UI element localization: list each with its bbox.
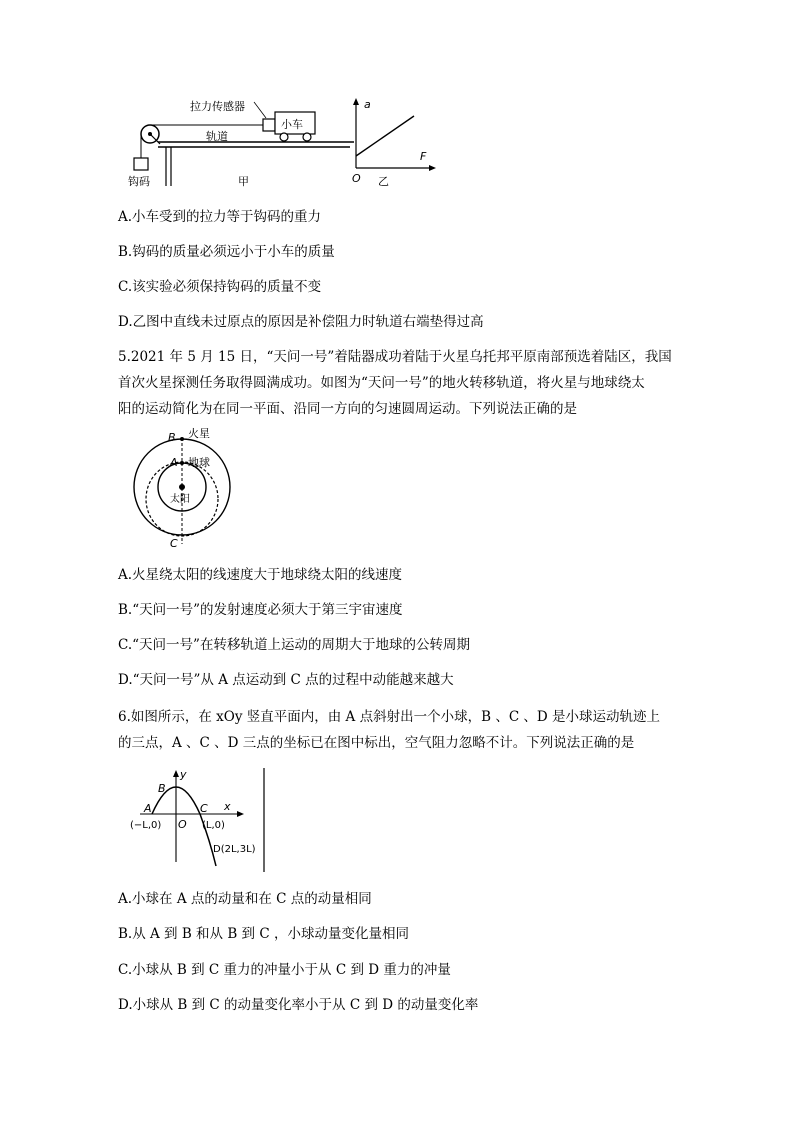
label-cart: 小车: [281, 118, 303, 131]
q5-option-c: C.“天问一号”在转移轨道上运动的周期大于地球的公转周期: [118, 637, 470, 653]
label-C: C: [170, 537, 178, 550]
label-coord-C: (L,0): [202, 820, 225, 831]
q5-option-a: A.火星绕太阳的线速度大于地球绕太阳的线速度: [118, 567, 403, 583]
label-mars: 火星: [188, 427, 210, 440]
q4-option-d: D.乙图中直线未过原点的原因是补偿阻力时轨道右端垫得过高: [118, 314, 484, 330]
label-earth: 地球: [188, 456, 210, 469]
label-A: A: [170, 456, 178, 469]
label-origin: O: [352, 172, 361, 185]
q5-option-d: D.“天问一号”从 A 点运动到 C 点的过程中动能越来越大: [118, 672, 454, 688]
label-A-traj: A: [144, 802, 152, 815]
sun-icon: [179, 484, 185, 490]
label-jia: 甲: [238, 175, 249, 188]
q5-stem-line3: 阳的运动简化为在同一平面、沿同一方向的匀速圆周运动。下列说法正确的是: [118, 401, 577, 417]
q6-option-c: C.小球从 B 到 C 重力的冲量小于从 C 到 D 重力的冲量: [118, 962, 451, 978]
q6-option-b: B.从 A 到 B 和从 B 到 C ，小球动量变化量相同: [118, 926, 409, 942]
label-x: x: [224, 800, 231, 813]
figure-orbit: [120, 426, 240, 550]
label-y: y: [180, 768, 187, 781]
label-sensor: 拉力传感器: [190, 100, 245, 113]
q6-stem-line1: 6.如图所示，在 xOy 竖直平面内，由 A 点斜射出一个小球，B 、C 、D 是小球运动轨迹上: [118, 709, 661, 725]
q6-option-d: D.小球从 B 到 C 的动量变化率小于从 C 到 D 的动量变化率: [118, 997, 479, 1013]
q4-option-b: B.钩码的质量必须远小于小车的质量: [118, 244, 335, 260]
q4-option-a: A.小车受到的拉力等于钩码的重力: [118, 209, 322, 225]
label-track: 轨道: [206, 130, 228, 143]
label-B: B: [168, 431, 176, 444]
label-coord-A: (−L,0): [130, 820, 162, 831]
hook-weight-block: [134, 158, 148, 170]
q6-stem: [118, 704, 678, 756]
q5-stem-line1: 5.2021 年 5 月 15 日，“天问一号”着陆器成功着陆于火星乌托邦平原南部预选着陆区，我国: [118, 349, 672, 365]
figure-cart-experiment: [126, 96, 452, 192]
q5-option-b: B.“天问一号”的发射速度必须大于第三宇宙速度: [118, 602, 403, 618]
label-hook: 钩码: [128, 175, 150, 188]
q5-stem-line2: 首次火星探测任务取得圆满成功。如图为“天问一号”的地火转移轨道，将火星与地球绕太: [118, 375, 645, 391]
label-C-traj: C: [200, 802, 208, 815]
q6-stem-line2: 的三点，A 、C 、D 三点的坐标已在图中标出，空气阻力忽略不计。下列说法正确的是: [118, 735, 635, 751]
force-sensor-block: [263, 119, 275, 131]
q6-option-a: A.小球在 A 点的动量和在 C 点的动量相同: [118, 891, 372, 907]
graph-a-F: [352, 98, 436, 188]
q5-stem: [118, 344, 678, 422]
figure-trajectory: [120, 766, 270, 874]
label-yi: 乙: [378, 175, 389, 188]
label-O: O: [178, 818, 187, 831]
label-B-traj: B: [158, 782, 166, 795]
label-axis-a: a: [364, 98, 371, 111]
label-coord-D: D(2L,3L): [213, 844, 256, 855]
label-sun: 太阳: [170, 494, 190, 505]
q4-option-c: C.该实验必须保持钩码的质量不变: [118, 279, 322, 295]
label-axis-F: F: [420, 150, 427, 163]
